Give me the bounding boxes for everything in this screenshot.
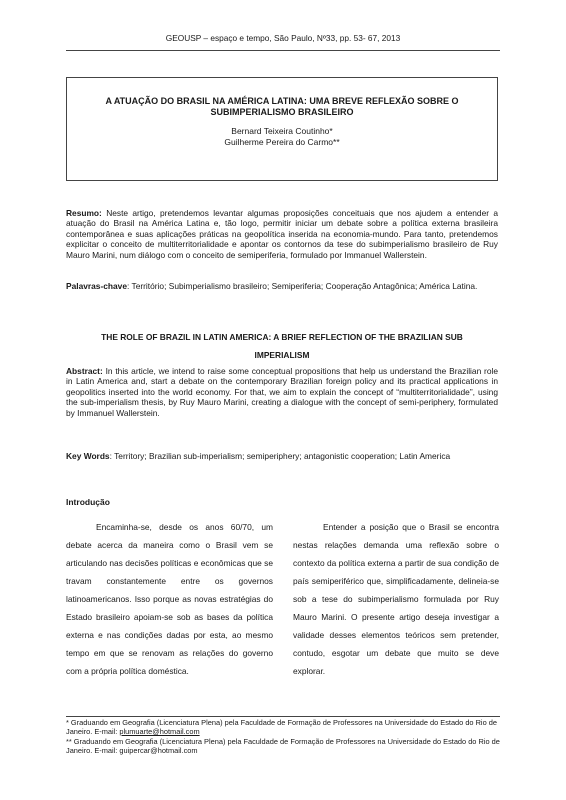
palavras-chave-paragraph [66,281,498,291]
palavras-chave-label: Palavras-chave [66,281,127,291]
intro-left-paragraph: Encaminha-se, desde os anos 60/70, um debate acerca da maneira como o Brasil vem se articulando nas decisões políticas e econômicas que se travam constantemente entre os governos latinoamericanos. Isso porque as novas estratégias do Estado brasileiro apoiam-se sob as bases da política externa e nas condições dadas por esta, ao mesmo tempo em que se renovam as relações do governo com a própria política doméstica. [66,522,273,676]
resumo-label: Resumo: [66,208,102,218]
key-words-label: Key Words [66,451,110,461]
footnote-1 [66,718,500,736]
section-heading-introducao: Introdução [66,497,110,507]
abstract-label: Abstract: [66,366,103,376]
author-list [70,126,494,148]
footnote-rule [66,716,500,717]
intro-column-right [293,518,499,680]
abstract-paragraph [66,366,498,418]
footnote-2-text: ** Graduando em Geografia (Licenciatura Plena) pela Faculdade de Formação de Professores na Universidade do Estado do Rio de Janeiro. E-mail: guipercar@hotmail.com [66,737,500,755]
header-rule [66,50,500,51]
english-title-line-1: THE ROLE OF BRAZIL IN LATIN AMERICA: A BRIEF REFLECTION OF THE BRAZILIAN SUB [101,332,463,342]
footnote-1-text: * Graduando em Geografia (Licenciatura Plena) pela Faculdade de Formação de Professores na Universidade do Estado do Rio de Janeiro. E-mail: [66,718,497,736]
author-1: Bernard Teixeira Coutinho* [231,126,333,136]
article-title [70,96,494,118]
author-2: Guilherme Pereira do Carmo** [224,137,340,147]
english-title-line-2: IMPERIALISM [254,350,310,360]
english-title [66,328,498,364]
article-title-line-1: A ATUAÇÃO DO BRASIL NA AMÉRICA LATINA: UMA BREVE REFLEXÃO SOBRE O [105,96,459,106]
intro-right-paragraph: Entender a posição que o Brasil se encontra nestas relações demanda uma reflexão sobre o contexto da política externa a partir de sua condição de país semiperiférico que, simplificadamente, delineia-se sob a tese do subimperialismo formulada por Ruy Mauro Marini. O presente artigo deseja investigar a validade desses elementos teóricos sem pretender, contudo, esgotar um debate que muito se deve explorar. [293,522,499,676]
key-words-paragraph [66,451,498,461]
intro-column-left [66,518,273,680]
article-title-line-2: SUBIMPERIALISMO BRASILEIRO [210,107,354,117]
abstract-text: In this article, we intend to raise some conceptual propositions that help us understand the Brazilian role in Latin America and, start a debate on the contemporary Brazilian foreign policy and its practical applications in geopolitics inserted into the world economy. For that, we aim to explain the concept of “multiterritorialidade”, using the sub-imperialism thesis, by Ruy Mauro Marini, creating a dialogue with the concept of semi-periphery, formulated by Immanuel Wallerstein. [66,366,498,418]
footnote-1-email-link[interactable]: plumuarte@hotmail.com [119,727,200,736]
running-head: GEOUSP – espaço e tempo, São Paulo, Nº33, pp. 53- 67, 2013 [165,33,401,43]
palavras-chave-text: : Território; Subimperialismo brasileiro; Semiperiferia; Cooperação Antagônica; América Latina. [127,281,478,291]
resumo-paragraph [66,208,498,260]
resumo-text: Neste artigo, pretendemos levantar algumas proposições conceituais que nos ajudem a entender a atuação do Brasil na América Latina e, tão logo, permitir iniciar um debate sobre a política externa brasileira contemporânea e suas aplicações práticas na geopolítica inserida na economia-mundo. Para tanto, pretendemos explicitar o conceito de multiterritorialidade e apontar os contornos da tese do subimperialismo brasileiro de Ruy Mauro Marini, num diálogo com o conceito de semiperiferia, formulado por Immanuel Wallerstein. [66,208,499,260]
key-words-text: : Territory; Brazilian sub-imperialism; semiperiphery; antagonistic cooperation; Latin America [109,451,451,461]
footnote-2 [66,737,500,755]
